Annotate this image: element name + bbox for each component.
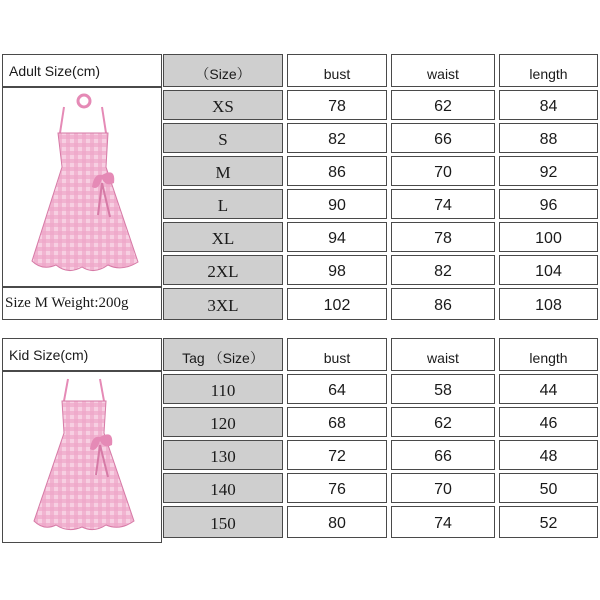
waist-cell: 86 xyxy=(391,288,495,320)
size-cell: XS xyxy=(163,90,283,120)
adult-header-size: （Size） xyxy=(163,54,283,87)
waist-cell: 62 xyxy=(391,407,495,437)
length-cell: 48 xyxy=(499,440,598,470)
waist-cell: 74 xyxy=(391,189,495,219)
bust-cell: 98 xyxy=(287,255,387,285)
length-cell: 84 xyxy=(499,90,598,120)
length-cell: 108 xyxy=(499,288,598,320)
bust-cell: 94 xyxy=(287,222,387,252)
kid-header-waist: waist xyxy=(391,338,495,371)
size-cell: 110 xyxy=(163,374,283,404)
bust-cell: 76 xyxy=(287,473,387,503)
pink-gingham-dress-icon xyxy=(2,87,162,287)
waist-cell: 62 xyxy=(391,90,495,120)
size-cell: 130 xyxy=(163,440,283,470)
adult-dress-image xyxy=(2,87,162,287)
size-cell: 3XL xyxy=(163,288,283,320)
bust-cell: 72 xyxy=(287,440,387,470)
bust-cell: 68 xyxy=(287,407,387,437)
adult-table-title: Adult Size(cm) xyxy=(2,54,162,87)
size-cell: XL xyxy=(163,222,283,252)
waist-cell: 66 xyxy=(391,440,495,470)
bust-cell: 82 xyxy=(287,123,387,153)
adult-header-waist: waist xyxy=(391,54,495,87)
size-cell: L xyxy=(163,189,283,219)
kid-header-length: length xyxy=(499,338,598,371)
bust-cell: 86 xyxy=(287,156,387,186)
waist-cell: 70 xyxy=(391,473,495,503)
length-cell: 104 xyxy=(499,255,598,285)
size-cell: 2XL xyxy=(163,255,283,285)
length-cell: 92 xyxy=(499,156,598,186)
waist-cell: 78 xyxy=(391,222,495,252)
size-cell: 120 xyxy=(163,407,283,437)
length-cell: 44 xyxy=(499,374,598,404)
bust-cell: 102 xyxy=(287,288,387,320)
kid-header-bust: bust xyxy=(287,338,387,371)
size-cell: M xyxy=(163,156,283,186)
adult-header-bust: bust xyxy=(287,54,387,87)
length-cell: 96 xyxy=(499,189,598,219)
bust-cell: 64 xyxy=(287,374,387,404)
kid-table-title: Kid Size(cm) xyxy=(2,338,162,371)
size-cell: S xyxy=(163,123,283,153)
length-cell: 100 xyxy=(499,222,598,252)
weight-note: Size M Weight:200g xyxy=(2,287,162,320)
bust-cell: 90 xyxy=(287,189,387,219)
length-cell: 46 xyxy=(499,407,598,437)
waist-cell: 58 xyxy=(391,374,495,404)
length-cell: 88 xyxy=(499,123,598,153)
adult-header-length: length xyxy=(499,54,598,87)
kid-header-tag-size: Tag （Size） xyxy=(163,338,283,371)
bust-cell: 80 xyxy=(287,506,387,538)
bust-cell: 78 xyxy=(287,90,387,120)
waist-cell: 66 xyxy=(391,123,495,153)
size-cell: 150 xyxy=(163,506,283,538)
length-cell: 52 xyxy=(499,506,598,538)
pink-gingham-dress-icon xyxy=(2,371,162,543)
length-cell: 50 xyxy=(499,473,598,503)
kid-dress-image xyxy=(2,371,162,543)
waist-cell: 70 xyxy=(391,156,495,186)
size-cell: 140 xyxy=(163,473,283,503)
waist-cell: 82 xyxy=(391,255,495,285)
waist-cell: 74 xyxy=(391,506,495,538)
